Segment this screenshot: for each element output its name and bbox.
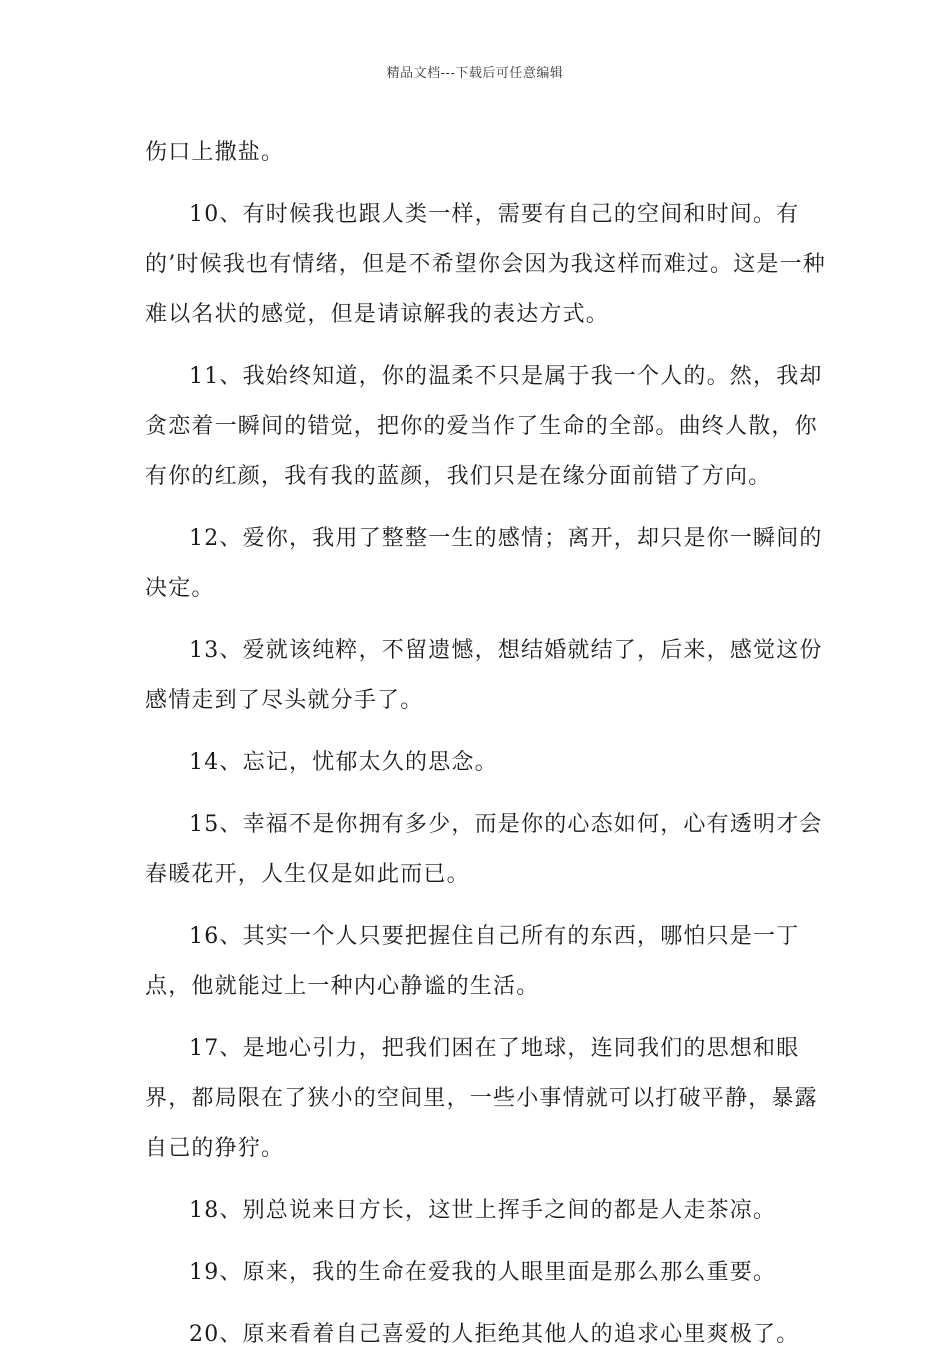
page-header: 精品文档---下载后可任意编辑	[386, 66, 564, 81]
paragraph-19: 19、原来，我的生命在爱我的人眼里面是那么那么重要。	[189, 1260, 777, 1285]
paragraph-15: 15、幸福不是你拥有多少，而是你的心态如何，心有透明才会春暖花开，人生仅是如此而已。	[145, 812, 823, 887]
paragraph-17: 17、是地心引力，把我们困在了地球，连同我们的思想和眼界，都局限在了狭小的空间里，一些小事情就可以打破平静，暴露自己的狰狞。	[145, 1036, 818, 1161]
document-body	[145, 128, 835, 1360]
paragraph-18: 18、别总说来日方长，这世上挥手之间的都是人走茶凉。	[189, 1198, 777, 1223]
paragraph-13: 13、爱就该纯粹，不留遗憾，想结婚就结了，后来，感觉这份感情走到了尽头就分手了。	[145, 638, 823, 713]
paragraph-12: 12、爱你，我用了整整一生的感情；离开，却只是你一瞬间的决定。	[145, 526, 823, 601]
paragraph-16: 16、其实一个人只要把握住自己所有的东西，哪怕只是一丁点，他就能过上一种内心静谧的生活。	[145, 924, 800, 999]
paragraph-continuation: 伤口上撒盐。	[145, 140, 285, 165]
paragraph-10: 10、有时候我也跟人类一样，需要有自己的空间和时间。有的’时候我也有情绪，但是不希望你会因为我这样而难过。这是一种难以名状的感觉，但是请谅解我的表达方式。	[145, 202, 826, 327]
paragraph-11: 11、我始终知道，你的温柔不只是属于我一个人的。然，我却贪恋着一瞬间的错觉，把你的爱当作了生命的全部。曲终人散，你有你的红颜，我有我的蓝颜，我们只是在缘分面前错了方向。	[145, 364, 823, 489]
paragraph-20: 20、原来看着自己喜爱的人拒绝其他人的追求心里爽极了。	[189, 1322, 800, 1347]
paragraph-14: 14、忘记，忧郁太久的思念。	[189, 750, 498, 775]
